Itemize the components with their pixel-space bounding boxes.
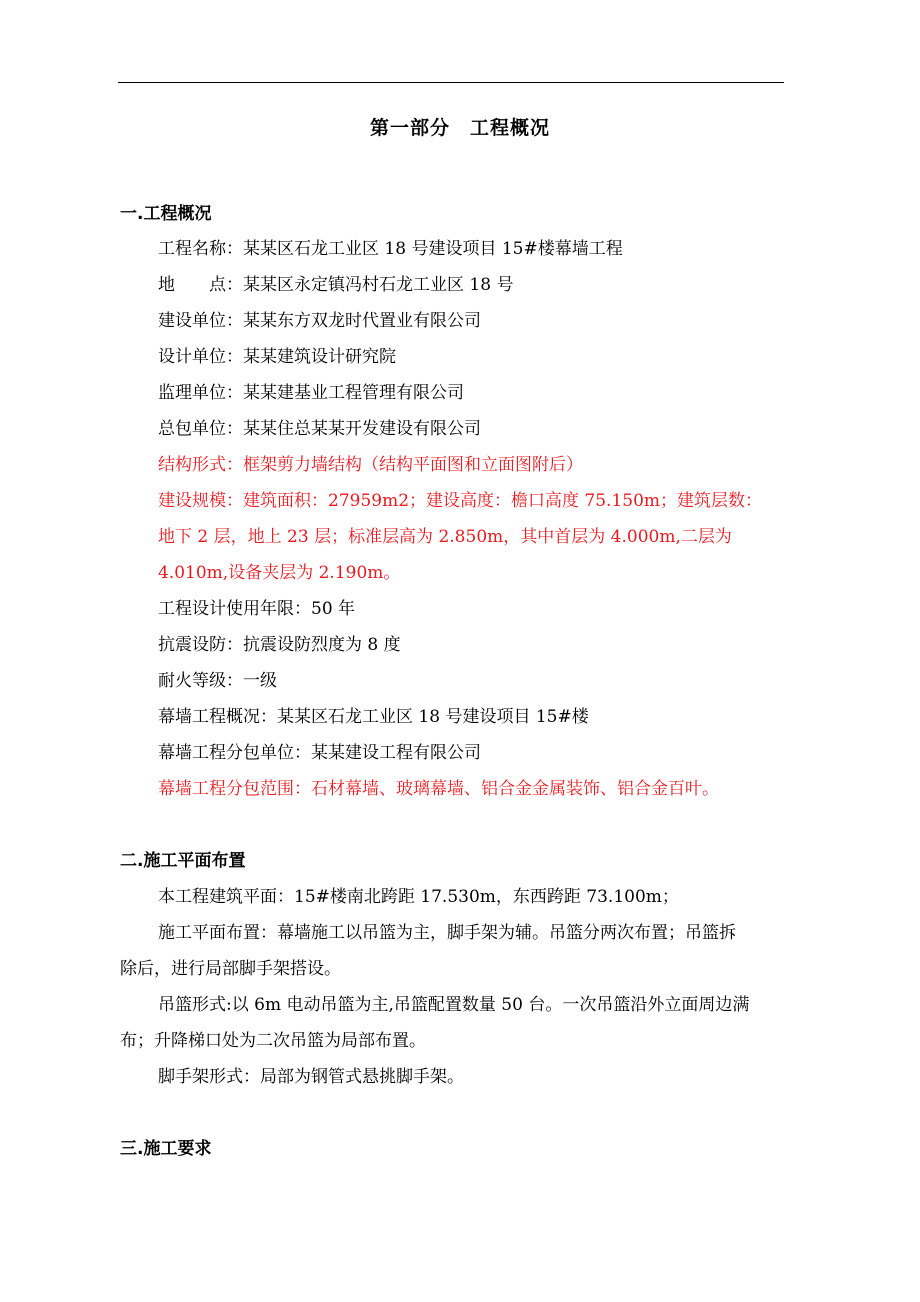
structure-form: 结构形式：框架剪力墙结构（结构平面图和立面图附后） (158, 455, 583, 475)
site-layout-line-2: 除后，进行局部脚手架搭设。 (120, 959, 341, 979)
design-unit: 设计单位：某某建筑设计研究院 (158, 347, 396, 367)
site-layout-line-1: 施工平面布置：幕墙施工以吊篮为主，脚手架为辅。吊篮分两次布置；吊篮拆 (158, 923, 736, 943)
section-heading-3: 三.施工要求 (120, 1139, 212, 1159)
design-service-life: 工程设计使用年限：50 年 (158, 599, 356, 619)
gondola-form-line-1: 吊篮形式:以 6m 电动吊篮为主,吊篮配置数量 50 台。一次吊篮沿外立面周边满 (158, 995, 750, 1015)
general-contractor: 总包单位：某某住总某某开发建设有限公司 (158, 419, 481, 439)
construction-scale-line-2: 地下 2 层，地上 23 层；标准层高为 2.850m，其中首层为 4.000m,二层为 (158, 527, 732, 547)
project-name: 工程名称：某某区石龙工业区 18 号建设项目 15#楼幕墙工程 (158, 239, 623, 259)
owner-unit: 建设单位：某某东方双龙时代置业有限公司 (158, 311, 481, 331)
fire-resistance-grade: 耐火等级：一级 (158, 671, 277, 691)
curtain-wall-overview: 幕墙工程概况：某某区石龙工业区 18 号建设项目 15#楼 (158, 707, 589, 727)
section-heading-2: 二.施工平面布置 (120, 851, 246, 871)
curtain-wall-subcontractor: 幕墙工程分包单位：某某建设工程有限公司 (158, 743, 481, 763)
section-heading-1: 一.工程概况 (120, 204, 212, 224)
construction-scale-line-1: 建设规模：建筑面积：27959m2；建设高度：檐口高度 75.150m；建筑层数： (158, 491, 763, 511)
scaffold-form: 脚手架形式：局部为钢管式悬挑脚手架。 (158, 1067, 464, 1087)
project-location: 地 点：某某区永定镇冯村石龙工业区 18 号 (158, 275, 514, 295)
curtain-wall-scope: 幕墙工程分包范围：石材幕墙、玻璃幕墙、铝合金金属装饰、铝合金百叶。 (158, 779, 719, 799)
seismic-fortification: 抗震设防：抗震设防烈度为 8 度 (158, 635, 401, 655)
construction-scale-line-3: 4.010m,设备夹层为 2.190m。 (158, 563, 401, 583)
page-title: 第一部分 工程概况 (369, 117, 550, 139)
gondola-form-line-2: 布；升降梯口处为二次吊篮为局部布置。 (120, 1031, 426, 1051)
supervision-unit: 监理单位：某某建基业工程管理有限公司 (158, 383, 464, 403)
header-rule (118, 82, 784, 83)
building-plan: 本工程建筑平面：15#楼南北跨距 17.530m，东西跨距 73.100m； (158, 887, 679, 907)
